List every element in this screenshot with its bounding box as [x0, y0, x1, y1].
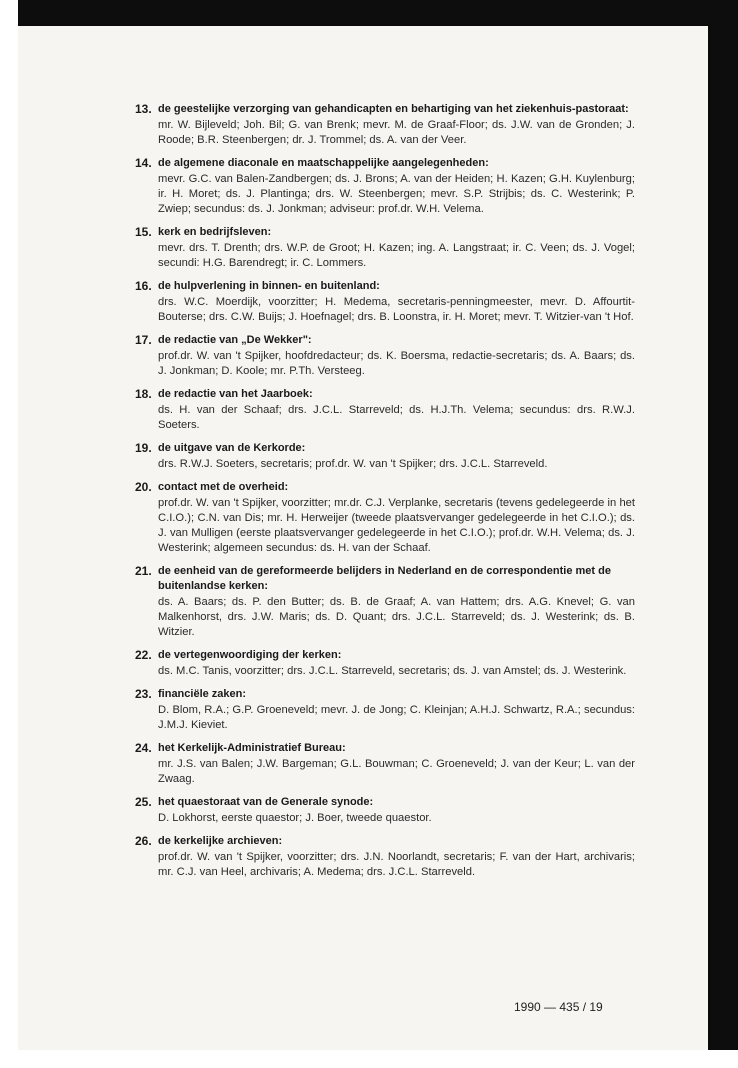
list-item: [135, 387, 635, 433]
item-members: prof.dr. W. van 't Spijker, voorzitter; drs. J.N. Noorlandt, secretaris; F. van der Hart, archivaris; mr. C.J. van Heel, archivaris; A. Medema; drs. J.C.L. Starreveld.: [158, 851, 635, 878]
list-item: [135, 102, 635, 148]
list-item: [135, 225, 635, 271]
item-number: 24.: [135, 741, 152, 755]
list-item: [135, 156, 635, 217]
scan-margin-bottom: [0, 1050, 738, 1068]
item-heading: de redactie van „De Wekker":: [158, 334, 312, 346]
item-heading: de hulpverlening in binnen- en buitenland:: [158, 280, 380, 292]
item-heading: kerk en bedrijfsleven:: [158, 226, 272, 238]
item-number: 20.: [135, 480, 152, 494]
item-number: 15.: [135, 225, 152, 239]
list-item: [135, 333, 635, 379]
item-number: 25.: [135, 795, 152, 809]
item-members: mevr. G.C. van Balen-Zandbergen; ds. J. Brons; A. van der Heiden; H. Kazen; G.H. Kuylenburg; ir. H. Moret; ds. J. Plantinga; drs. W. Steenbergen; mevr. S.P. Strijbis; ds. C. Westerink; P. Zwiep; secundus: ds. J. Jonkman; adviseur: prof.dr. W.H. Velema.: [158, 173, 635, 215]
item-number: 14.: [135, 156, 152, 170]
list-item: [135, 687, 635, 733]
item-members: ds. A. Baars; ds. P. den Butter; ds. B. de Graaf; A. van Hattem; drs. A.G. Knevel; G. van Malkenhorst, drs. J.W. Maris; ds. D. Quant; drs. J.C.L. Starreveld; ds. J. Westerink; ds. B. Witzier.: [158, 596, 635, 638]
item-members: mr. W. Bijleveld; Joh. Bil; G. van Brenk; mevr. M. de Graaf-Floor; ds. J.W. van de Gronden; J. Roode; B.R. Steenbergen; dr. J. Trommel; ds. A. van der Veer.: [158, 119, 635, 146]
item-heading: de vertegenwoordiging der kerken:: [158, 649, 342, 661]
item-members: D. Blom, R.A.; G.P. Groeneveld; mevr. J. de Jong; C. Kleinjan; A.H.J. Schwartz, R.A.; secundus: J.M.J. Kieviet.: [158, 704, 635, 731]
list-item: [135, 795, 635, 826]
item-heading: de geestelijke verzorging van gehandicapten en behartiging van het ziekenhuis-pastoraat:: [158, 103, 629, 115]
item-heading: het quaestoraat van de Generale synode:: [158, 796, 374, 808]
item-members: prof.dr. W. van 't Spijker, voorzitter; mr.dr. C.J. Verplanke, secretaris (tevens gedelegeerde in het C.I.O.); C.N. van Dis; mr. H. Herweijer (tweede plaatsvervanger gedelegeerde in het C.I.O.); ds. J. van Mulligen (eerste plaatsvervanger gedelegeerde in het C.I.O.); prof.dr. W.H. Velema; ds. J. Westerink; algemeen secundus: ds. H. van der Schaaf.: [158, 497, 635, 554]
item-heading: de algemene diaconale en maatschappelijke aangelegenheden:: [158, 157, 489, 169]
item-number: 16.: [135, 279, 152, 293]
item-members: ds. H. van der Schaaf; drs. J.C.L. Starreveld; ds. H.J.Th. Velema; secundus: drs. R.W.J. Soeters.: [158, 404, 635, 431]
item-members: mevr. drs. T. Drenth; drs. W.P. de Groot; H. Kazen; ing. A. Langstraat; ir. C. Veen; ds. J. Vogel; secundi: H.G. Barendregt; ir. C. Lommers.: [158, 242, 635, 269]
item-number: 23.: [135, 687, 152, 701]
committee-list: [135, 102, 635, 888]
item-heading: de uitgave van de Kerkorde:: [158, 442, 306, 454]
item-members: drs. R.W.J. Soeters, secretaris; prof.dr. W. van 't Spijker; drs. J.C.L. Starreveld.: [158, 458, 548, 470]
item-heading: de redactie van het Jaarboek:: [158, 388, 313, 400]
item-members: mr. J.S. van Balen; J.W. Bargeman; G.L. Bouwman; C. Groeneveld; J. van der Keur; L. van der Zwaag.: [158, 758, 635, 785]
list-item: [135, 741, 635, 787]
item-members: drs. W.C. Moerdijk, voorzitter; H. Medema, secretaris-penningmeester, mevr. D. Affourtit-Bouterse; drs. C.W. Buijs; J. Hoefnagel; drs. B. Loonstra, ir. H. Moret; mevr. T. Witzier-van 't Hof.: [158, 296, 635, 323]
list-item: [135, 279, 635, 325]
item-heading: financiële zaken:: [158, 688, 247, 700]
list-item: [135, 441, 635, 472]
list-item: [135, 834, 635, 880]
item-members: D. Lokhorst, eerste quaestor; J. Boer, tweede quaestor.: [158, 812, 432, 824]
item-heading: contact met de overheid:: [158, 481, 289, 493]
item-number: 26.: [135, 834, 152, 848]
item-number: 19.: [135, 441, 152, 455]
list-item: [135, 564, 635, 640]
item-heading: het Kerkelijk-Administratief Bureau:: [158, 742, 346, 754]
item-number: 21.: [135, 564, 152, 578]
item-heading: de eenheid van de gereformeerde belijders in Nederland en de correspondentie met de buitenlandse kerken:: [158, 565, 611, 592]
item-number: 17.: [135, 333, 152, 347]
list-item: [135, 480, 635, 556]
item-number: 22.: [135, 648, 152, 662]
item-number: 13.: [135, 102, 152, 116]
scan-margin-left: [0, 0, 18, 1068]
item-number: 18.: [135, 387, 152, 401]
item-members: ds. M.C. Tanis, voorzitter; drs. J.C.L. Starreveld, secretaris; ds. J. van Amstel; ds. J. Westerink.: [158, 665, 627, 677]
page-number: 1990 — 435 / 19: [514, 1000, 603, 1014]
document-page: [18, 26, 708, 1050]
item-members: prof.dr. W. van 't Spijker, hoofdredacteur; ds. K. Boersma, redactie-secretaris; ds. A. Baars; ds. J. Jonkman; D. Koole; mr. P.Th. Versteeg.: [158, 350, 635, 377]
list-item: [135, 648, 635, 679]
item-heading: de kerkelijke archieven:: [158, 835, 283, 847]
